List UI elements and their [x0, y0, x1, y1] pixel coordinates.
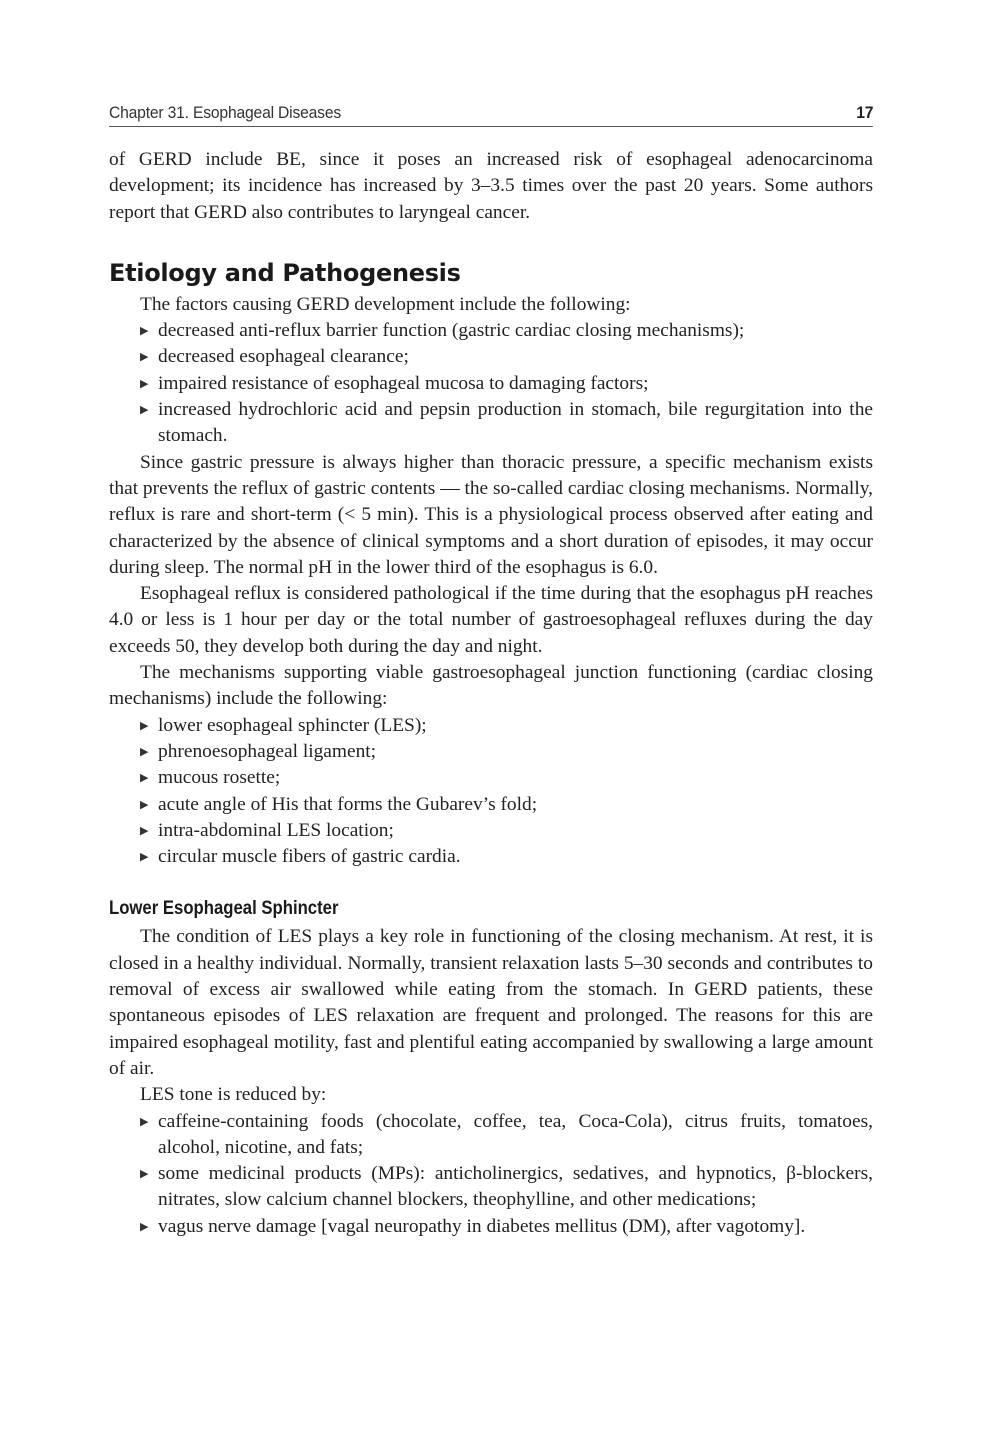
list-item: ▶ caffeine-containing foods (chocolate, coffee, tea, Coca-Cola), citrus fruits, tomatoes, alcohol, nicotine, and fats;	[140, 1110, 873, 1158]
book-page	[109, 104, 873, 1240]
list-item: ▶ lower esophageal sphincter (LES);	[109, 713, 873, 739]
body-text	[109, 147, 873, 1240]
list-item: ▶ decreased anti-reflux barrier function (gastric cardiac closing mechanisms);	[109, 318, 873, 344]
list-item: ▶ intra-abdominal LES location;	[109, 818, 873, 844]
mechanisms-list	[109, 713, 873, 871]
triangle-right-icon: ▶	[140, 1220, 149, 1233]
list-item: ▶ decreased esophageal clearance;	[109, 344, 873, 370]
triangle-right-icon: ▶	[140, 772, 149, 785]
tone-factors-list	[109, 1109, 873, 1240]
list-item: ▶ some medicinal products (MPs): anticholinergics, sedatives, and hypnotics, β-blockers, nitrates, slow calcium channel blockers, theophylline, and other medications;	[140, 1163, 873, 1211]
mechanisms-intro: The mechanisms supporting viable gastroesophageal junction functioning (cardiac closing mechanisms) include the following:	[109, 662, 873, 710]
chapter-title: Chapter 31. Esophageal Diseases	[109, 104, 342, 122]
triangle-right-icon: ▶	[140, 404, 149, 417]
triangle-right-icon: ▶	[140, 719, 149, 732]
list-item: ▶ phrenoesophageal ligament;	[109, 739, 873, 765]
triangle-right-icon: ▶	[140, 824, 149, 837]
triangle-right-icon: ▶	[140, 745, 149, 758]
pathological-paragraph: Esophageal reflux is considered pathological if the time during that the esophagus pH reaches 4.0 or less is 1 hour per day or the total number of gastroesophageal refluxes during the day exceeds 50, they develop both during the day and night.	[109, 583, 873, 657]
intro-paragraph: of GERD include BE, since it poses an increased risk of esophageal adenocarcinoma development; its incidence has increased by 3–3.5 times over the past 20 years. Some authors report that GERD also contributes to laryngeal cancer.	[109, 149, 873, 223]
tone-intro: LES tone is reduced by:	[140, 1084, 327, 1106]
triangle-right-icon: ▶	[140, 351, 149, 364]
list-item: ▶ vagus nerve damage [vagal neuropathy in diabetes mellitus (DM), after vagotomy].	[109, 1214, 873, 1240]
list-item: ▶ acute angle of His that forms the Gubarev’s fold;	[109, 792, 873, 818]
triangle-right-icon: ▶	[140, 1168, 149, 1181]
list-item: ▶ increased hydrochloric acid and pepsin production in stomach, bile regurgitation into the stomach.	[140, 399, 873, 447]
triangle-right-icon: ▶	[140, 325, 149, 338]
factors-intro: The factors causing GERD development include the following:	[140, 293, 631, 315]
triangle-right-icon: ▶	[140, 1115, 149, 1128]
triangle-right-icon: ▶	[140, 851, 149, 864]
running-header	[109, 104, 873, 127]
list-item: ▶ circular muscle fibers of gastric cardia.	[109, 844, 873, 870]
les-condition-paragraph: The condition of LES plays a key role in functioning of the closing mechanism. At rest, it is closed in a healthy individual. Normally, transient relaxation lasts 5–30 seconds and contributes to removal of excess air swallowed while eating from the stomach. In GERD patients, these spontaneous episodes of LES relaxation are frequent and prolonged. The reasons for this are impaired esophageal motility, fast and plentiful eating accompanied by swallowing a large amount of air.	[109, 926, 873, 1079]
pressure-paragraph: Since gastric pressure is always higher than thoracic pressure, a specific mechanism exists that prevents the reflux of gastric contents — the so-called cardiac closing mechanisms. Normally, reflux is rare and short-term (< 5 min). This is a physiological process observed after eating and characterized by the absence of clinical symptoms and a short duration of episodes, it may occur during sleep. The normal pH in the lower third of the esophagus is 6.0.	[109, 451, 873, 578]
list-item: ▶ mucous rosette;	[109, 765, 873, 791]
page-number: 17	[856, 104, 874, 122]
section-heading-etiology: Etiology and Pathogenesis	[109, 258, 461, 287]
triangle-right-icon: ▶	[140, 798, 149, 811]
triangle-right-icon: ▶	[140, 377, 149, 390]
factors-list	[109, 318, 873, 449]
list-item: ▶ impaired resistance of esophageal mucosa to damaging factors;	[109, 371, 873, 397]
subsection-heading-les: Lower Esophageal Sphincter	[109, 898, 339, 920]
